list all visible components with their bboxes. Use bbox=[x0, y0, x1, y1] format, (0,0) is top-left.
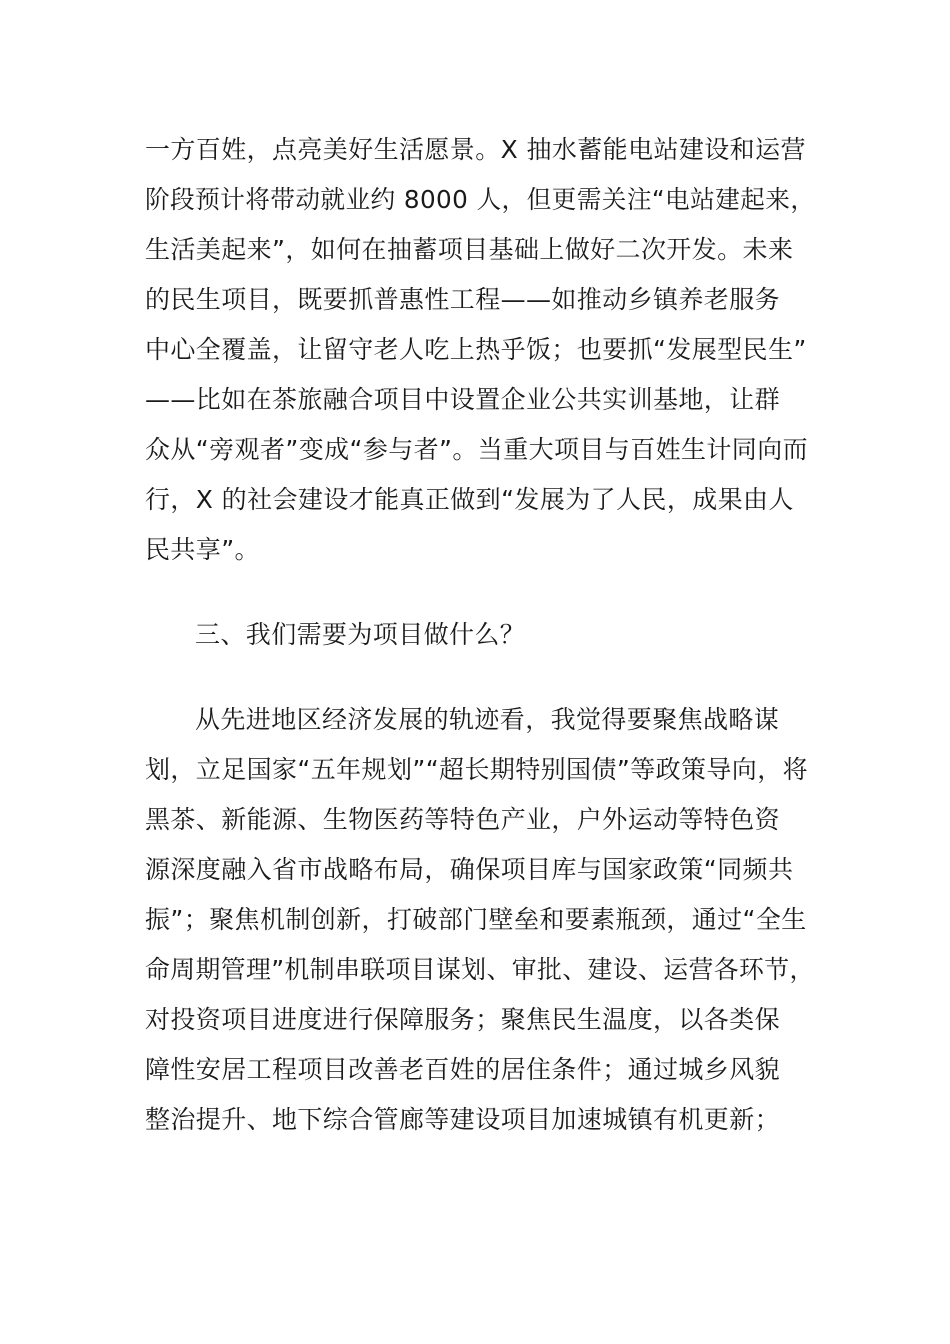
paragraph-line: 整治提升、地下综合管廊等建设项目加速城镇有机更新； bbox=[145, 1105, 781, 1134]
paragraph-line: 生活美起来”，如何在抽蓄项目基础上做好二次开发。未来 bbox=[145, 235, 794, 264]
paragraph-line: 一方百姓，点亮美好生活愿景。X 抽水蓄能电站建设和运营 bbox=[145, 135, 806, 164]
paragraph-line: 命周期管理”机制串联项目谋划、审批、建设、运营各环节， bbox=[145, 955, 815, 984]
paragraph-line: 从先进地区经济发展的轨迹看，我觉得要聚焦战略谋 bbox=[195, 705, 780, 734]
paragraph-line: 民共享”。 bbox=[145, 535, 260, 564]
paragraph-line: 划，立足国家“五年规划”“超长期特别国债”等政策导向，将 bbox=[145, 755, 809, 784]
paragraph-line: 行，X 的社会建设才能真正做到“发展为了人民，成果由人 bbox=[145, 485, 794, 514]
paragraph-line: 振”；聚焦机制创新，打破部门壁垒和要素瓶颈，通过“全生 bbox=[145, 905, 807, 934]
paragraph-line: 源深度融入省市战略布局，确保项目库与国家政策“同频共 bbox=[145, 855, 794, 884]
paragraph-line: ——比如在茶旅融合项目中设置企业公共实训基地，让群 bbox=[145, 385, 781, 414]
paragraph-line: 对投资项目进度进行保障服务；聚焦民生温度，以各类保 bbox=[145, 1005, 781, 1034]
section-heading: 三、我们需要为项目做什么？ bbox=[195, 620, 526, 649]
paragraph-line: 众从“旁观者”变成“参与者”。当重大项目与百姓生计同向而 bbox=[145, 435, 809, 464]
paragraph-line: 障性安居工程项目改善老百姓的居住条件；通过城乡风貌 bbox=[145, 1055, 781, 1084]
paragraph-line: 的民生项目，既要抓普惠性工程——如推动乡镇养老服务 bbox=[145, 285, 781, 314]
paragraph-line: 黑茶、新能源、生物医药等特色产业，户外运动等特色资 bbox=[145, 805, 781, 834]
paragraph-line: 阶段预计将带动就业约 8000 人，但更需关注“电站建起来， bbox=[145, 185, 816, 214]
paragraph-line: 中心全覆盖，让留守老人吃上热乎饭；也要抓“发展型民生” bbox=[145, 335, 807, 364]
